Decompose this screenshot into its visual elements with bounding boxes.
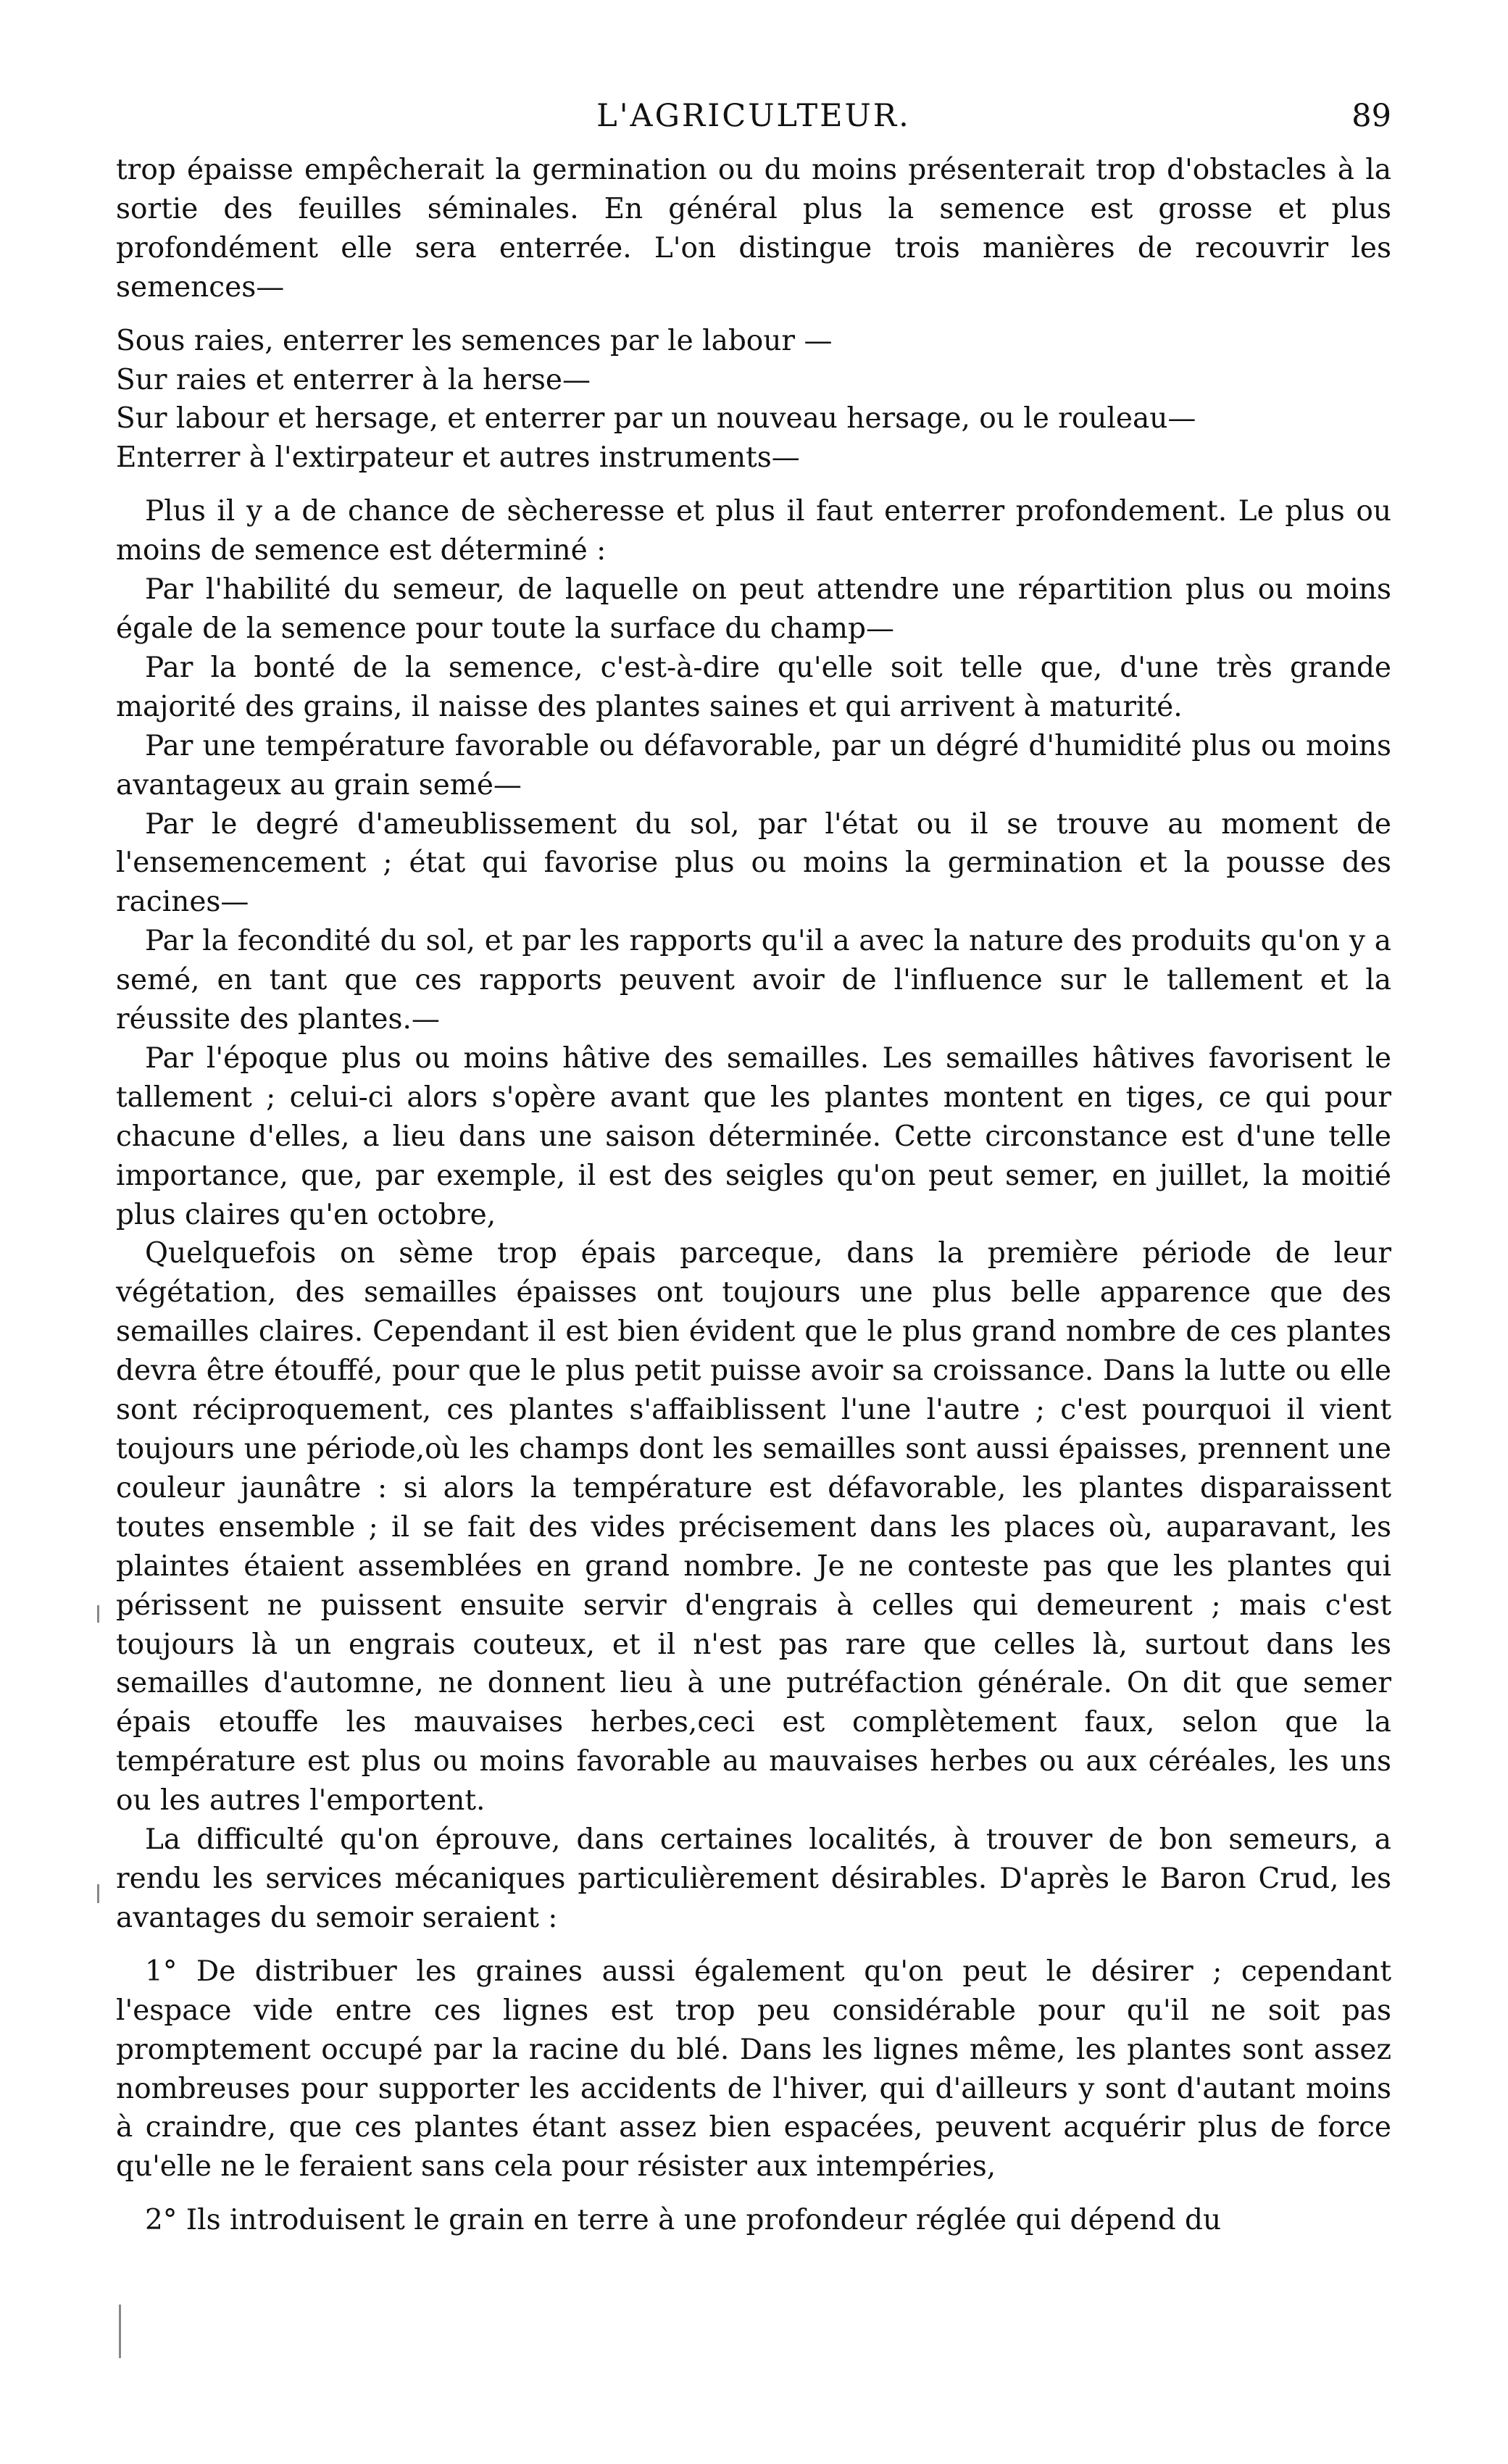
paragraph: Par l'habilité du semeur, de laquelle on peut attendre une répartition plus ou moins égale de la semence pour toute la surface du champ— bbox=[116, 573, 1391, 645]
method-item: Sur raies et enterrer à la herse— bbox=[116, 363, 591, 396]
method-item: Sous raies, enterrer les semences par le labour — bbox=[116, 324, 833, 357]
paragraph: Par la bonté de la semence, c'est-à-dire qu'elle soit telle que, d'une très grande majorité des grains, il naisse des plantes saines et qui arrivent à maturité. bbox=[116, 651, 1391, 723]
paragraph: Par le degré d'ameublissement du sol, par l'état ou il se trouve au moment de l'ensemencement ; état qui favorise plus ou moins la germination et la pousse des racines— bbox=[116, 807, 1391, 919]
paragraph: Quelquefois on sème trop épais parceque, dans la première période de leur végétation, des semailles épaisses ont toujours une plus belle apparence que des semailles claires. Cependant il est bien évident que le plus grand nombre de ces plantes devra être étouffé, pour que le plus petit puisse avoir sa croissance. Dans la lutte ou elle sont réciproquement, ces plantes s'affaiblissent l'une l'autre ; c'est pourquoi il vient toujours une période,où les champs dont les semailles sont aussi épaisses, prennent une couleur jaunâtre : si alors la température est défavorable, les plantes disparaissent toutes ensemble ; il se fait des vides précisement dans les places où, auparavant, les plaintes étaient assemblées en grand nombre. Je ne conteste pas que les plantes qui périssent ne puissent ensuite servir d'engrais à celles qui demeurent ; mais c'est toujours là un engrais couteux, et il n'est pas rare que celles là, surtout dans les semailles d'automne, ne donnent lieu à une putréfaction générale. On dit que semer épais etouffe les mauvaises herbes,ceci est complètement faux, selon que la température est plus ou moins favorable au mauvaises herbes ou aux céréales, les uns ou les autres l'emportent. bbox=[116, 1237, 1391, 1818]
margin-mark bbox=[119, 2305, 121, 2358]
paragraph: La difficulté qu'on éprouve, dans certaines localités, à trouver de bon semeurs, a rendu les services mécaniques particulièrement désirables. D'après le Baron Crud, les avantages du semoir seraient : bbox=[116, 1823, 1391, 1934]
paragraph: Par la fecondité du sol, et par les rapports qu'il a avec la nature des produits qu'on y a semé, en tant que ces rapports peuvent avoir de l'influence sur le tallement et la réussite des plantes.— bbox=[116, 925, 1391, 1036]
page-header bbox=[116, 87, 1391, 145]
page-number: 89 bbox=[1351, 98, 1391, 134]
paragraph: Par une température favorable ou défavorable, par un dégré d'humidité plus ou moins avantageux au grain semé— bbox=[116, 729, 1391, 802]
paragraph: Plus il y a de chance de sècheresse et plus il faut enterrer profondement. Le plus ou moins de semence est déterminé : bbox=[116, 495, 1391, 567]
margin-mark bbox=[97, 1605, 99, 1623]
method-item: Sur labour et hersage, et enterrer par un nouveau hersage, ou le rouleau— bbox=[116, 402, 1196, 436]
intro-paragraph: trop épaisse empêcherait la germination ou du moins présenterait trop d'obstacles à la sortie des feuilles séminales. En général plus la semence est grosse et plus profondément elle sera enterrée. L'on distingue trois manières de recouvrir les semences— bbox=[116, 154, 1391, 304]
paragraph: Par l'époque plus ou moins hâtive des semailles. Les semailles hâtives favorisent le tallement ; celui-ci alors s'opère avant que les plantes montent en tiges, ce qui pour chacune d'elles, a lieu dans une saison déterminée. Cette circonstance est d'une telle importance, que, par exemple, il est des seigles qu'on peut semer, en juillet, la moitié plus claires qu'en octobre, bbox=[116, 1041, 1391, 1231]
body-text bbox=[116, 151, 1391, 2240]
running-title: L'AGRICULTEUR. bbox=[596, 98, 911, 134]
numbered-advantage: 2° Ils introduisent le grain en terre à une profondeur réglée qui dépend du bbox=[145, 2204, 1222, 2237]
method-item: Enterrer à l'extirpateur et autres instruments— bbox=[116, 441, 800, 475]
margin-mark bbox=[97, 1884, 99, 1903]
numbered-advantage: 1° De distribuer les graines aussi également qu'on peut le désirer ; cependant l'espace vide entre ces lignes est trop peu considérable pour qu'il ne soit pas promptement occupé par la racine du blé. Dans les lignes même, les plantes sont assez nombreuses pour supporter les accidents de l'hiver, qui d'ailleurs y sont d'autant moins à craindre, que ces plantes étant assez bien espacées, peuvent acquérir plus de force qu'elle ne le feraient sans cela pour résister aux intempéries, bbox=[116, 1955, 1391, 2184]
